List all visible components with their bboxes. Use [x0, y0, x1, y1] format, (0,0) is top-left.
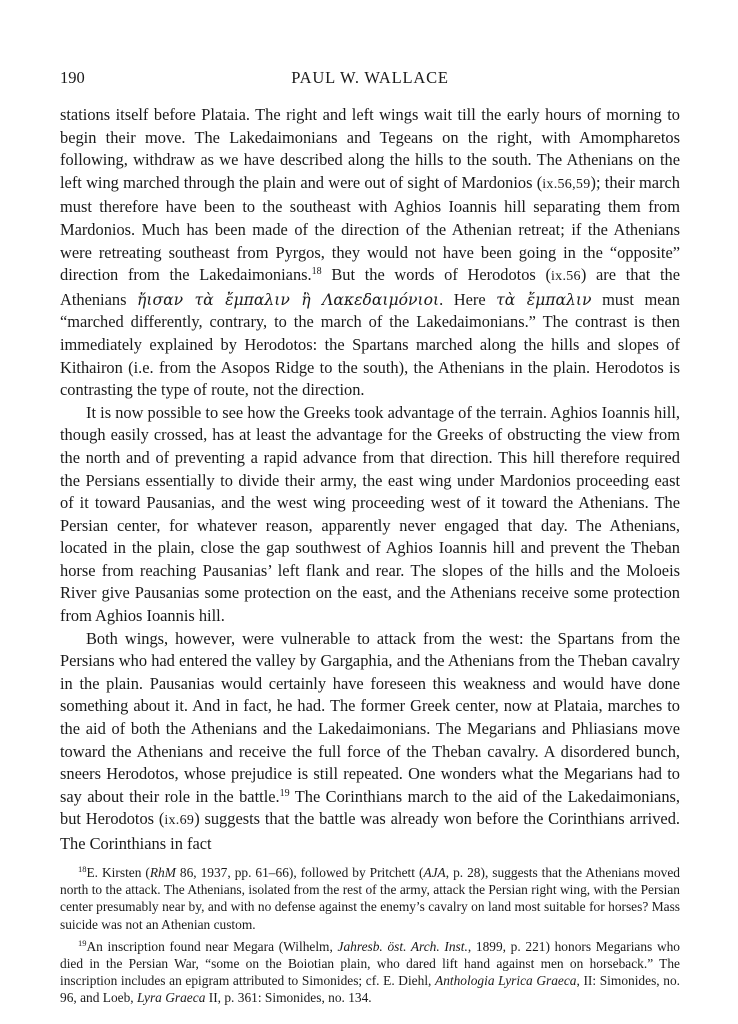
journal-title: RhM — [149, 865, 176, 880]
text-run: II, p. 361: Simonides, no. 134. — [205, 990, 372, 1006]
text-run: E. Kirsten ( — [86, 865, 150, 880]
text-run: ) suggests that the battle was already won before the Corinthians arrived. The Corinthians in fact — [60, 809, 680, 853]
running-header — [60, 68, 680, 90]
text-run: Both wings, however, were vulnerable to attack from the west: the Spartans from the Persians who had entered the valley by Gargaphia, and the Athenians from the Theban cavalry in the plain. Pausanias would certainly have foreseen this weakness and would have done something about it. And in fact, he had. The former Greek center, now at Plataia, marches to the aid of both the Athenians and the Lakedaimonians. The Megarians and Phliasians move toward the Athenians and receive the full force of the Theban cavalry. A disordered bunch, sneers Herodotos, whose prejudice is still repeated. One wonders what the Megarians had to say about their role in the battle. — [60, 628, 680, 806]
text-run: ); their march must therefore have been to the southeast with Aghios Ioannis hill separating them from Mardonios. Much has been made of the direction of the Athenian retreat; if the Athenians were retreating southeast from Pyrgos, they would not have been going in the “opposite” direction from the Lakedaimonians. — [60, 172, 681, 285]
paragraph-1 — [60, 104, 680, 402]
paragraph-2: It is now possible to see how the Greeks took advantage of the terrain. Aghios Ioannis hill, though easily crossed, has at least the advantage for the Greeks of obstructing the view from the north and of preventing a rapid advance from that direction. This hill therefore required the Persians essentially to divide their army, the east wing under Mardonios proceeding east of it toward Pausanias, and the west wing proceeding west of it toward the Athenians. The Persian center, for whatever reason, apparently never engaged that day. The Athenians, located in the plain, close the gap southwest of Aghios Ioannis hill and prevent the Theban horse from reaching Pausanias’ left flank and rear. The slopes of the hills and the Moloeis River give Pausanias some protection on the east, and the Athenians receive some protection from Aghios Ioannis hill. — [60, 402, 680, 626]
book-title: Lyra Graeca — [136, 990, 206, 1006]
footnotes — [60, 864, 680, 1012]
text-run: stations itself before Plataia. The right and left wings wait till the early hours of morning to begin their move. The Lakedaimonians and Tegeans on the right, with Amompharetos following, withdraw as we have described along the hills to the south. The Athenians on the left wing marched through the plain and were out of sight of Mardonios ( — [60, 105, 680, 192]
text-run: . Here — [439, 289, 497, 309]
text-run: , 1899, p. 221) honors Megarians who died in the Persian War, “some on the Boiotian plain, who dared lift hand against men on horseback.” The inscription includes an epigram attributed to Simonides; cf. E. Diehl, — [60, 938, 680, 989]
text-run: An inscription found near Megara (Wilhelm, — [86, 938, 338, 954]
text-run: , II: Simonides, no. 96, and Loeb, — [60, 973, 680, 1006]
footnote-18 — [60, 864, 680, 933]
body-text — [60, 104, 680, 856]
citation-ref: ix.56 — [550, 269, 581, 285]
text-run: But the words of Herodotos ( — [321, 265, 551, 285]
citation-ref: ix.56,59 — [542, 176, 591, 192]
footnote-ref-18[interactable]: 18 — [311, 266, 322, 278]
paragraph-3 — [60, 628, 680, 856]
text-run: ) are that the Athenians — [60, 265, 680, 309]
text-run: The Corinthians march to the aid of the Lakedaimonians, but Herodotos ( — [60, 786, 680, 829]
text-run: 86, 1937, pp. 61–66), followed by Pritchett ( — [175, 865, 424, 880]
footnote-ref-19[interactable]: 19 — [279, 787, 290, 799]
footnote-mark: 19 — [78, 937, 87, 948]
page-number: 190 — [60, 68, 85, 87]
journal-title: AJA — [423, 865, 446, 880]
running-title: PAUL W. WALLACE — [291, 68, 449, 87]
citation-ref: ix.69 — [164, 813, 195, 829]
text-run: , p. 28), suggests that the Athenians moved north to the attack. The Athenians, isolated from the rest of the army, attack the Persian right wing, with the Persian center presumably near by, and with no defense against the enemy’s cavalry on land most suitable for horses? Mass suicide was not an Athenian custom. — [60, 865, 681, 932]
text-run: must mean “marched differently, contrary, to the march of the Lakedaimonians.” The contrast is then immediately explained by Herodotos: the Spartans marched along the hills and slopes of Kithairon (i.e. from the Asopos Ridge to the south), the Athenians in the plain. Herodotos is contrasting the type of route, not the direction. — [60, 289, 681, 400]
greek-quote: τὰ ἔμπαλιν — [496, 290, 592, 309]
footnote-mark: 18 — [78, 864, 87, 874]
footnote-19 — [60, 938, 680, 1007]
book-title: Anthologia Lyrica Graeca — [435, 973, 577, 989]
journal-title: Jahresb. öst. Arch. Inst. — [337, 938, 468, 954]
greek-quote: ἤισαν τὰ ἔμπαλιν ἢ Λακεδαιμόνιοι — [137, 290, 440, 309]
